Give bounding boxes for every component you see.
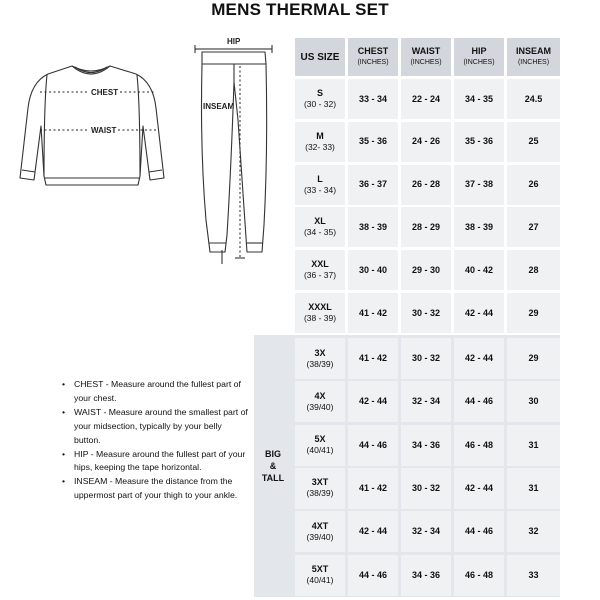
instruction-inseam: • INSEAM - Measure the distance from the uppermost part of your thigh to your ankle.: [72, 475, 250, 503]
waist-value: 34 - 36: [401, 425, 451, 466]
chest-value: 44 - 46: [348, 425, 398, 466]
waist-value: 30 - 32: [401, 338, 451, 379]
chest-label: CHEST: [91, 88, 119, 97]
size-cell: [295, 250, 345, 290]
size-range: (34 - 35): [303, 227, 337, 238]
chest-value: 33 - 34: [348, 79, 398, 119]
inseam-value: 28: [507, 250, 560, 290]
size-range: (32- 33): [305, 141, 335, 152]
size-range: (38/39): [306, 358, 334, 369]
inseam-value: 31: [507, 425, 560, 466]
hip-label: HIP: [227, 37, 241, 46]
size-name: 5X: [314, 434, 326, 445]
waist-value: 22 - 24: [401, 79, 451, 119]
chest-value: 36 - 37: [348, 165, 398, 205]
inseam-value: 33: [507, 555, 560, 596]
chest-value: 42 - 44: [348, 511, 398, 552]
inseam-value: 29: [507, 338, 560, 379]
hip-value: 40 - 42: [454, 250, 504, 290]
size-cell: [295, 165, 345, 205]
header-hip: HIP (INCHES): [454, 38, 504, 76]
size-name: XXXL: [308, 302, 332, 312]
inseam-value: 25: [507, 122, 560, 162]
size-cell: [295, 511, 345, 552]
hip-value: 35 - 36: [454, 122, 504, 162]
chest-value: 30 - 40: [348, 250, 398, 290]
instruction-hip: • HIP - Measure around the fullest part of your hips, keeping the tape horizontal.: [72, 448, 250, 476]
size-range: (39/40): [306, 401, 334, 412]
inseam-value: 29: [507, 293, 560, 333]
chest-value: 41 - 42: [348, 338, 398, 379]
measurement-instructions: [62, 378, 250, 503]
size-name: S: [316, 88, 323, 98]
waist-label: WAIST: [91, 126, 117, 135]
instruction-waist: • WAIST - Measure around the smallest part of your midsection, typically by your belly button.: [72, 406, 250, 448]
big-tall-label: BIG & TALL: [254, 335, 292, 597]
inseam-value: 24.5: [507, 79, 560, 119]
hip-value: 44 - 46: [454, 381, 504, 422]
size-range: (38 - 39): [303, 313, 337, 323]
hip-value: 46 - 48: [454, 555, 504, 596]
size-name: XXL: [311, 259, 329, 270]
size-name: 4X: [314, 390, 326, 401]
chest-value: 44 - 46: [348, 555, 398, 596]
hip-value: 46 - 48: [454, 425, 504, 466]
hip-value: 42 - 44: [454, 338, 504, 379]
inseam-value: 32: [507, 511, 560, 552]
size-cell: [295, 79, 345, 119]
size-cell: [295, 293, 345, 333]
header-waist: WAIST (INCHES): [401, 38, 451, 76]
waist-value: 26 - 28: [401, 165, 451, 205]
chest-value: 35 - 36: [348, 122, 398, 162]
waist-value: 28 - 29: [401, 207, 451, 247]
garment-illustration: [0, 0, 290, 330]
size-cell: [295, 555, 345, 596]
size-name: 3XT: [311, 477, 329, 488]
size-cell: [295, 468, 345, 509]
hip-value: 38 - 39: [454, 207, 504, 247]
waist-value: 30 - 32: [401, 468, 451, 509]
hip-value: 37 - 38: [454, 165, 504, 205]
instruction-chest: • CHEST - Measure around the fullest part of your chest.: [72, 378, 250, 406]
size-name: XL: [314, 216, 326, 227]
chest-value: 42 - 44: [348, 381, 398, 422]
inseam-value: 26: [507, 165, 560, 205]
waist-value: 24 - 26: [401, 122, 451, 162]
hip-value: 44 - 46: [454, 511, 504, 552]
size-range: (30 - 32): [303, 99, 337, 109]
size-range: (36 - 37): [303, 270, 337, 281]
hip-value: 34 - 35: [454, 79, 504, 119]
size-range: (39/40): [306, 531, 334, 542]
waist-value: 34 - 36: [401, 555, 451, 596]
size-range: (33 - 34): [303, 184, 337, 195]
size-cell: [295, 338, 345, 379]
chest-value: 41 - 42: [348, 293, 398, 333]
waist-value: 29 - 30: [401, 250, 451, 290]
size-cell: [295, 207, 345, 247]
size-name: L: [317, 173, 323, 184]
inseam-value: 30: [507, 381, 560, 422]
size-cell: [295, 122, 345, 162]
waist-value: 32 - 34: [401, 511, 451, 552]
chest-value: 41 - 42: [348, 468, 398, 509]
inseam-value: 27: [507, 207, 560, 247]
size-name: M: [316, 130, 324, 141]
size-range: (40/41): [306, 445, 334, 456]
waist-value: 32 - 34: [401, 381, 451, 422]
size-range: (38/39): [306, 488, 334, 499]
size-range: (40/41): [306, 575, 334, 585]
inseam-label: INSEAM: [203, 102, 235, 111]
page-title: MENS THERMAL SET: [211, 0, 389, 19]
size-name: 4XT: [311, 520, 329, 531]
size-name: 3X: [314, 347, 326, 358]
waist-value: 30 - 32: [401, 293, 451, 333]
chest-value: 38 - 39: [348, 207, 398, 247]
inseam-value: 31: [507, 468, 560, 509]
pants-illustration: [202, 52, 267, 252]
header-us-size: US SIZE: [295, 38, 345, 76]
size-name: 5XT: [311, 564, 329, 574]
hip-value: 42 - 44: [454, 468, 504, 509]
hip-value: 42 - 44: [454, 293, 504, 333]
header-inseam: INSEAM (INCHES): [507, 38, 560, 76]
size-cell: [295, 425, 345, 466]
size-cell: [295, 381, 345, 422]
header-chest: CHEST (INCHES): [348, 38, 398, 76]
